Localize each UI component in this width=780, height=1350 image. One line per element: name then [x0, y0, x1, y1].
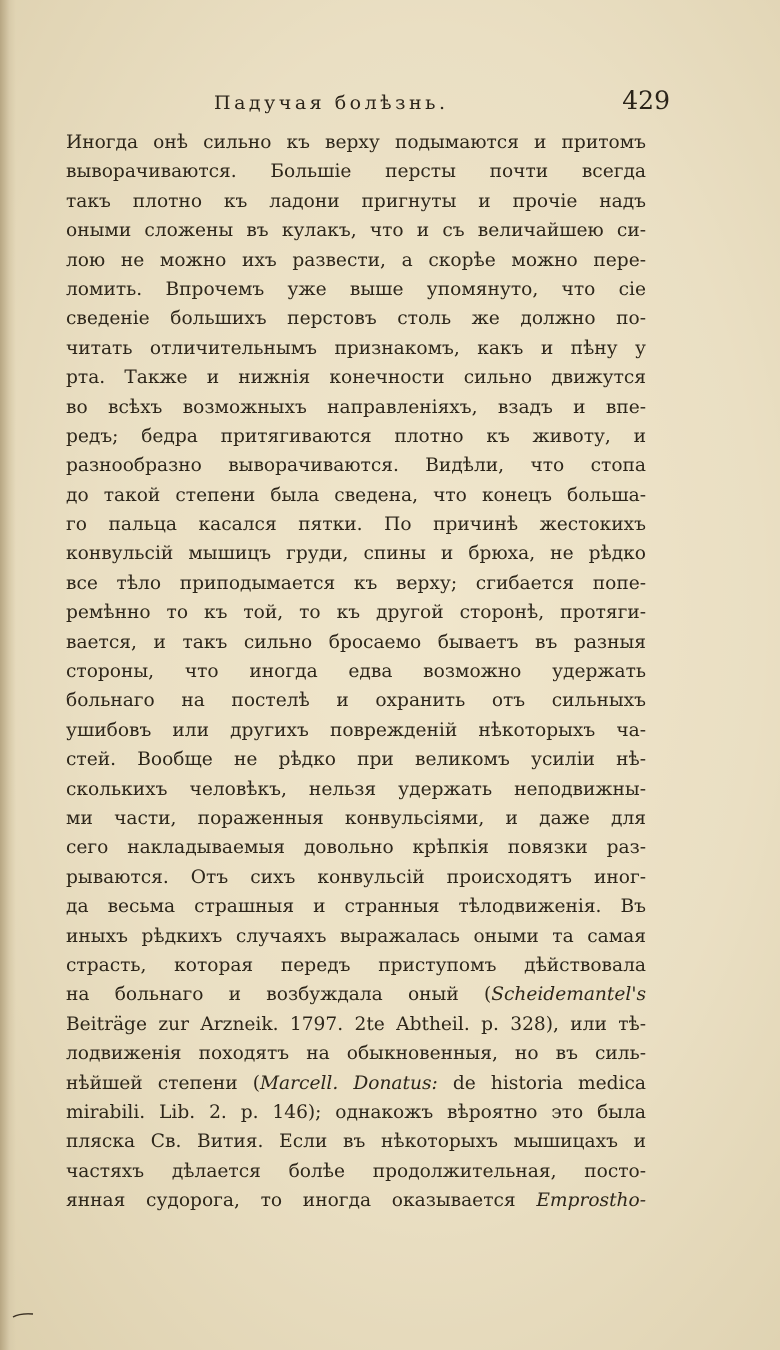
text-segment: сего накладываемыя довольно крѣпкія повязки раз- — [66, 837, 646, 859]
text-line — [66, 1069, 646, 1098]
text-segment: частяхъ дѣлается болѣе продолжительная, посто- — [66, 1160, 646, 1182]
text-line — [66, 304, 646, 333]
text-segment: сколькихъ человѣкъ, нельзя удержать неподвижны- — [66, 778, 646, 800]
text-segment: ушибовъ или другихъ поврежденій нѣкоторыхъ ча- — [66, 719, 646, 741]
page-number: 429 — [622, 86, 670, 115]
text-segment: го пальца касался пятки. По причинѣ жестокихъ — [66, 514, 646, 536]
italic-text-segment: Marcell. Donatus: — [260, 1072, 438, 1094]
text-line — [66, 922, 646, 951]
text-line — [66, 1098, 646, 1127]
text-segment: рта. Также и нижнія конечности сильно движутся — [66, 367, 646, 389]
text-segment: стей. Вообще не рѣдко при великомъ усиліи нѣ- — [66, 749, 646, 771]
text-line — [66, 363, 646, 392]
text-segment: страсть, которая передъ приступомъ дѣйствовала — [66, 954, 646, 976]
text-segment: mirabili. Lib. 2. p. 146); однакожъ вѣроятно это была — [66, 1101, 646, 1123]
text-segment: de historia medica — [437, 1072, 646, 1094]
text-line — [66, 569, 646, 598]
text-line — [66, 510, 646, 539]
text-line — [66, 892, 646, 921]
text-line — [66, 1127, 646, 1156]
text-line — [66, 481, 646, 510]
running-head — [68, 86, 670, 122]
text-segment: Beiträge zur Arzneik. 1797. 2te Abtheil. p. 328), или тѣ- — [66, 1013, 646, 1035]
text-segment: иныхъ рѣдкихъ случаяхъ выражалась оными та самая — [66, 925, 646, 947]
italic-text-segment: Emprostho- — [536, 1190, 646, 1212]
text-line — [66, 275, 646, 304]
text-segment: ремѣнно то къ той, то къ другой сторонѣ, протяги- — [66, 602, 646, 624]
text-segment: стороны, что иногда едва возможно удержать — [66, 661, 646, 683]
text-segment: пляска Св. Вития. Если въ нѣкоторыхъ мышицахъ и — [66, 1131, 646, 1153]
text-segment: сведеніе большихъ перстовъ столь же должно по- — [66, 308, 646, 330]
text-segment: ми части, пораженныя конвульсіями, и даже для — [66, 807, 646, 829]
text-line — [66, 980, 646, 1009]
text-line — [66, 1039, 646, 1068]
text-line — [66, 1186, 646, 1215]
text-line — [66, 686, 646, 715]
text-segment: да весьма страшныя и странныя тѣлодвиженія. Въ — [66, 896, 646, 918]
text-segment: лодвиженія походятъ на обыкновенныя, но въ силь- — [66, 1043, 646, 1065]
text-segment: на больнаго и возбуждала оный ( — [66, 984, 492, 1006]
text-segment: редъ; бедра притягиваются плотно къ животу, и — [66, 425, 646, 447]
text-segment: читать отличительнымъ признакомъ, какъ и пѣну у — [66, 337, 646, 359]
text-line — [66, 863, 646, 892]
text-segment: ломить. Впрочемъ уже выше упомянуто, что сіе — [66, 278, 646, 300]
body-text — [66, 128, 646, 1215]
text-line — [66, 833, 646, 862]
text-segment: больнаго на постелѣ и охранить отъ сильныхъ — [66, 690, 646, 712]
text-segment: все тѣло приподымается къ верху; сгибается попе- — [66, 572, 646, 594]
text-line — [66, 246, 646, 275]
running-head-title: Падучая болѣзнь. — [214, 92, 449, 114]
text-segment: такъ плотно къ ладони пригнуты и прочіе надъ — [66, 190, 646, 212]
text-segment: Иногда онѣ сильно къ верху подымаются и притомъ — [66, 132, 646, 153]
text-line — [66, 451, 646, 480]
text-line — [66, 422, 646, 451]
text-segment: выворачиваются. Большіе персты почти всегда — [66, 161, 646, 183]
text-segment: лою не можно ихъ развести, а скорѣе можно пере- — [66, 249, 646, 271]
text-segment: до такой степени была сведена, что конецъ больша- — [66, 484, 646, 506]
text-segment: вается, и такъ сильно бросаемо бываетъ въ разныя — [66, 631, 646, 653]
text-line — [66, 951, 646, 980]
margin-mark — [12, 1312, 34, 1318]
text-line — [66, 657, 646, 686]
text-segment: нѣйшей степени ( — [66, 1072, 261, 1094]
text-segment: рываются. Отъ сихъ конвульсій происходятъ иног- — [66, 866, 646, 888]
text-line — [66, 628, 646, 657]
text-line — [66, 598, 646, 627]
text-line — [66, 216, 646, 245]
text-line — [66, 775, 646, 804]
text-line — [66, 157, 646, 186]
text-segment: конвульсій мышицъ груди, спины и брюха, не рѣдко — [66, 543, 646, 565]
text-line — [66, 1157, 646, 1186]
text-line — [66, 128, 646, 157]
text-line — [66, 187, 646, 216]
text-line — [66, 716, 646, 745]
italic-text-segment: Scheidemantel's — [491, 984, 646, 1006]
text-line — [66, 804, 646, 833]
text-line — [66, 393, 646, 422]
text-segment: оными сложены въ кулакъ, что и съ величайшею си- — [66, 220, 646, 242]
text-line — [66, 539, 646, 568]
text-line — [66, 745, 646, 774]
text-line — [66, 1010, 646, 1039]
text-segment: во всѣхъ возможныхъ направленіяхъ, взадъ и впе- — [66, 396, 646, 418]
text-segment: разнообразно выворачиваются. Видѣли, что стопа — [66, 455, 646, 477]
text-line — [66, 334, 646, 363]
text-segment: янная судорога, то иногда оказывается — [66, 1190, 537, 1212]
